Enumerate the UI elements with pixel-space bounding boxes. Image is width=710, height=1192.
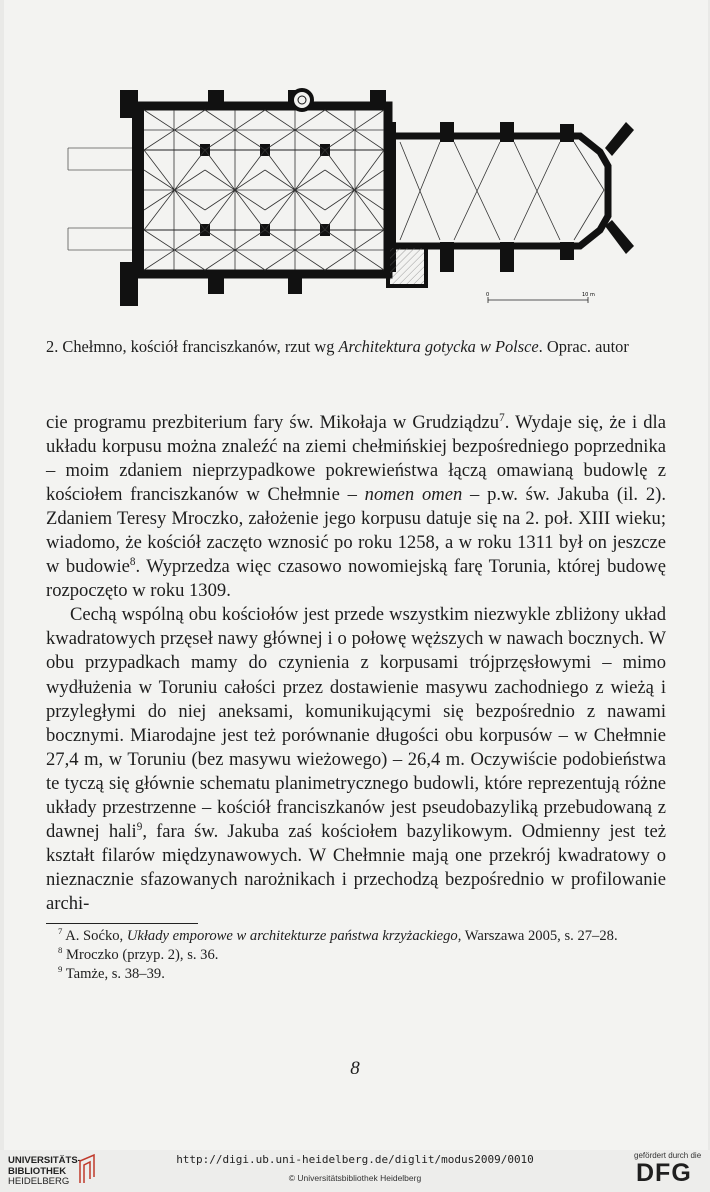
footnotes [46,927,666,984]
footnote-ref-8[interactable]: 8 [129,556,136,569]
figure-caption: 2. Chełmno, kościół franciszkanów, rzut wg Architektura gotycka w Polsce. Oprac. autor [46,337,629,356]
scale-label-end: 10 m [582,292,595,298]
dfg-logo[interactable]: DFG [636,1159,692,1187]
funding-label: gefördert durch die [634,1151,702,1160]
copyright-notice: © Universitätsbibliothek Heidelberg [288,1173,422,1183]
footnote-ref-9[interactable]: 9 [136,820,143,833]
footnote-7: $^7$ A. Soćko, Układy emporowe w architekturze państwa krzyżackiego, Warszawa 2005, s. 27–28. [58,926,618,944]
paragraph-2: Cechą wspólną obu kościołów jest przede wszystkim niezwykle zbliżony układ kwadratowych przęseł nawy głównej i o połowę węższych w nawach bocznych. W obu przypadkach mamy do czynienia z korpusami trójprzęsłowymi – mimo wydłużenia w Toruniu całości przez dostawienie masywu zachodniego z wieżą i przyległymi do niej aneksami, komunikującymi się bezpośrednio z nawami bocznymi. Miarodajne jest też porównanie długości obu korpusów – w Chełmnie 27,4 m, w Toruniu (bez masywu wieżowego) – 26,4 m. Oczywiście podobieństwa te tyczą się głównie schematu planimetrycznego budowli, które reprezentują różne układy przestrzenne – kościół franciszkanów jest pseudobazyliką przebudowaną z dawnej hali$^9$, fara św. Jakuba zaś kościołem bazylikowym. Odmienny jest też kształt filarów międzynawowych. W Chełmnie mają one przekrój kwadratowy o nieznacznie sfazowanych narożnikach i przechodzą bezpośrednio w profilowanie archi- [46,604,666,914]
footnote-9: $^9$ Tamże, s. 38–39. [58,964,165,982]
library-logo-text[interactable]: UNIVERSITÄTS- BIBLIOTHEK HEIDELBERG [8,1155,81,1187]
page-number: 8 [350,1058,360,1079]
permalink-url[interactable]: http://digi.ub.uni-heidelberg.de/diglit/modus2009/0010 [176,1153,534,1166]
footnote-separator [46,923,198,924]
paragraph-1: cie programu prezbiterium fary św. Mikołaja w Grudziądzu$^7$. Wydaje się, że i dla układu korpusu można znaleźć na ziemi chełmińskiej bezpośredniego poprzednika – moim zdaniem nieprzypadkowe pokrewieństwa łączą omawianą budowlę z kościołem franciszkanów w Chełmnie – nomen omen – p.w. św. Jakuba (il. 2). Zdaniem Teresy Mroczko, założenie jego korpusu datuje się na 2. poł. XIII wieku; wiadomo, że kościół zaczęto wznosić po roku 1258, a w roku 1311 był on jeszcze w budowie$^8$. Wyprzedza więc czasowo nowomiejską farę Torunia, której budowę rozpoczęto w roku 1309. [46,411,666,602]
footnote-ref-7[interactable]: 7 [499,411,505,424]
body-text [46,411,666,916]
floor-plan-figure [60,86,660,318]
footnote-8: $^8$ Mroczko (przyp. 2), s. 36. [58,945,219,963]
scale-label-start: 0 [486,292,490,298]
